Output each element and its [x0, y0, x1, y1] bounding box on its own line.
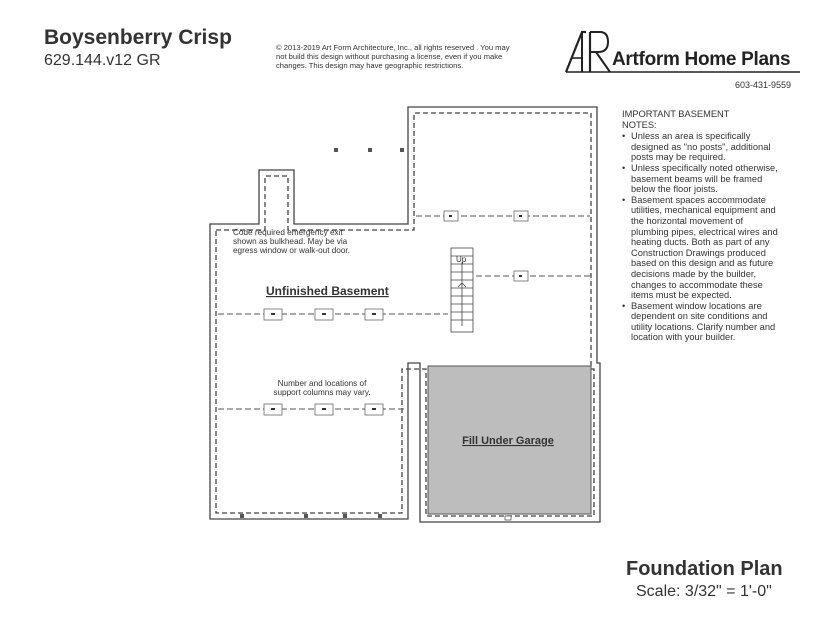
emergency-exit-note-line1: Code required emergency exit	[233, 228, 343, 237]
notes-heading-line1: IMPORTANT BASEMENT	[622, 109, 730, 119]
plan-title: Boysenberry Crisp	[44, 26, 232, 49]
columns-note-line1: Number and locations of	[277, 379, 367, 388]
notes-item: • Basement window locations are dependent on site conditions and utility locations. Clarify number and location with your builder.	[622, 301, 782, 343]
brand-name: Artform Home Plans	[612, 49, 791, 70]
columns-note-line2: support columns may vary.	[273, 388, 371, 397]
notes-item: • Unless specifically noted otherwise, basement beams will be framed below the floor joists.	[622, 163, 782, 195]
room-label-basement: Unfinished Basement	[266, 284, 389, 298]
plan-code: 629.144.v12 GR	[44, 52, 161, 69]
stair-up-label: Up	[456, 255, 467, 264]
foundation-plan-title: Foundation Plan	[626, 558, 783, 580]
notes-heading-line2: NOTES:	[622, 119, 657, 130]
emergency-exit-note-line2: shown as bulkhead. May be via	[233, 237, 348, 246]
emergency-exit-note-line3: egress window or walk-out door.	[233, 246, 350, 255]
plan-scale: Scale: 3/32" = 1'-0"	[636, 583, 772, 600]
brand-phone: 603-431-9559	[735, 80, 792, 90]
notes-item: • Unless an area is specifically designed as "no posts", additional posts may be required.	[622, 131, 782, 163]
notes-item: • Basement spaces accommodate utilities, mechanical equipment and the horizontal movement of plumbing pipes, electrical wires and heating ducts. Both as part of any Construction Drawings produced based on this design and as future decisions made by the builder, changes to accommodate these items must be expected.	[622, 195, 782, 301]
garage-label: Fill Under Garage	[462, 435, 554, 447]
copyright-notice: © 2013-2019 Art Form Architecture, Inc., all rights reserved . You may not build this design without purchasing a license, even if you make changes. This design may have geographic restrictions.	[276, 43, 510, 70]
